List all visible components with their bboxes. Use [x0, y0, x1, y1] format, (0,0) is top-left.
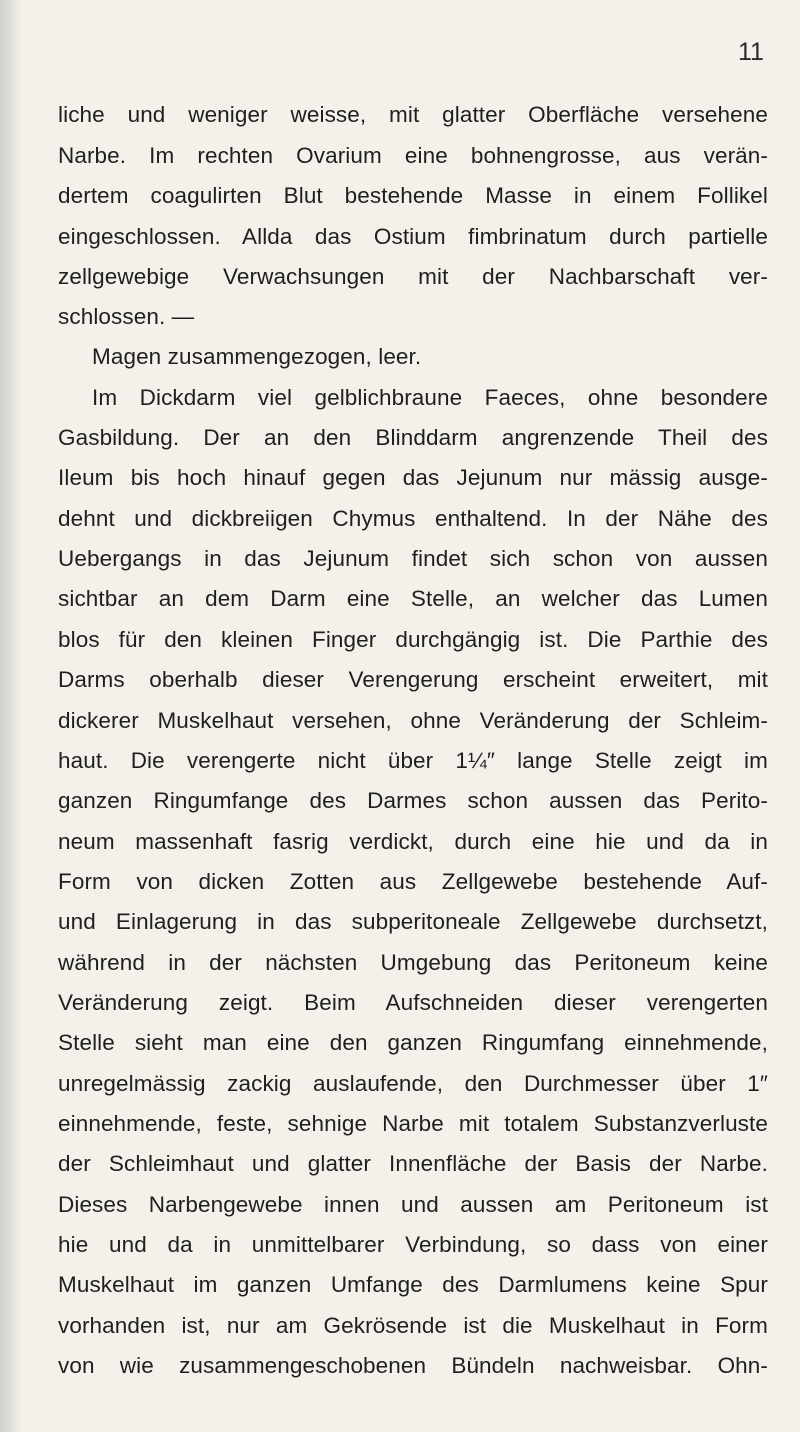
text-line: der Schleimhaut und glatter Innenfläche der Basis der Narbe.: [58, 1151, 768, 1176]
text-line: während in der nächsten Umgebung das Peritoneum keine: [58, 950, 768, 975]
text-line: Gasbildung. Der an den Blinddarm angrenzende Theil des: [58, 425, 768, 450]
text-line: Im Dickdarm viel gelblichbraune Faeces, ohne besondere: [92, 385, 768, 410]
text-line: dickerer Muskelhaut versehen, ohne Veränderung der Schleim-: [58, 708, 768, 733]
text-line: Magen zusammengezogen, leer.: [92, 344, 422, 369]
text-line: Veränderung zeigt. Beim Aufschneiden dieser verengerten: [58, 990, 768, 1015]
scan-edge: [0, 0, 22, 1432]
text-line: Stelle sieht man eine den ganzen Ringumfang einnehmende,: [58, 1030, 768, 1055]
text-line: neum massenhaft fasrig verdickt, durch eine hie und da in: [58, 829, 768, 854]
text-line: Ileum bis hoch hinauf gegen das Jejunum nur mässig ausge-: [58, 465, 768, 490]
text-line: dehnt und dickbreiigen Chymus enthaltend. In der Nähe des: [58, 506, 768, 531]
text-line: Form von dicken Zotten aus Zellgewebe bestehende Auf-: [58, 869, 768, 894]
text-line: vorhanden ist, nur am Gekrösende ist die Muskelhaut in Form: [58, 1313, 768, 1338]
text-line: von wie zusammengeschobenen Bündeln nachweisbar. Ohn-: [58, 1353, 768, 1378]
text-line: Darms oberhalb dieser Verengerung erscheint erweitert, mit: [58, 667, 768, 692]
text-line: blos für den kleinen Finger durchgängig ist. Die Parthie des: [58, 627, 768, 652]
text-line: unregelmässig zackig auslaufende, den Durchmesser über 1″: [58, 1071, 768, 1096]
text-line: liche und weniger weisse, mit glatter Oberfläche versehene: [58, 102, 768, 127]
text-line: dertem coagulirten Blut bestehende Masse in einem Follikel: [58, 183, 768, 208]
text-line: Uebergangs in das Jejunum findet sich schon von aussen: [58, 546, 768, 571]
text-line: schlossen. —: [58, 304, 195, 329]
page-number: 11: [738, 38, 764, 66]
text-line: Dieses Narbengewebe innen und aussen am Peritoneum ist: [58, 1192, 768, 1217]
text-line: sichtbar an dem Darm eine Stelle, an welcher das Lumen: [58, 586, 768, 611]
text-line: und Einlagerung in das subperitoneale Zellgewebe durchsetzt,: [58, 909, 768, 934]
text-line: einnehmende, feste, sehnige Narbe mit totalem Substanzverluste: [58, 1111, 768, 1136]
text-line: haut. Die verengerte nicht über 1¼″ lange Stelle zeigt im: [58, 748, 768, 773]
text-line: ganzen Ringumfange des Darmes schon aussen das Perito-: [58, 788, 768, 813]
text-line: hie und da in unmittelbarer Verbindung, so dass von einer: [58, 1232, 768, 1257]
text-line: zellgewebige Verwachsungen mit der Nachbarschaft ver-: [58, 264, 768, 289]
text-line: eingeschlossen. Allda das Ostium fimbrinatum durch partielle: [58, 224, 768, 249]
text-line: Narbe. Im rechten Ovarium eine bohnengrosse, aus verän-: [58, 143, 768, 168]
text-line: Muskelhaut im ganzen Umfange des Darmlumens keine Spur: [58, 1272, 768, 1297]
